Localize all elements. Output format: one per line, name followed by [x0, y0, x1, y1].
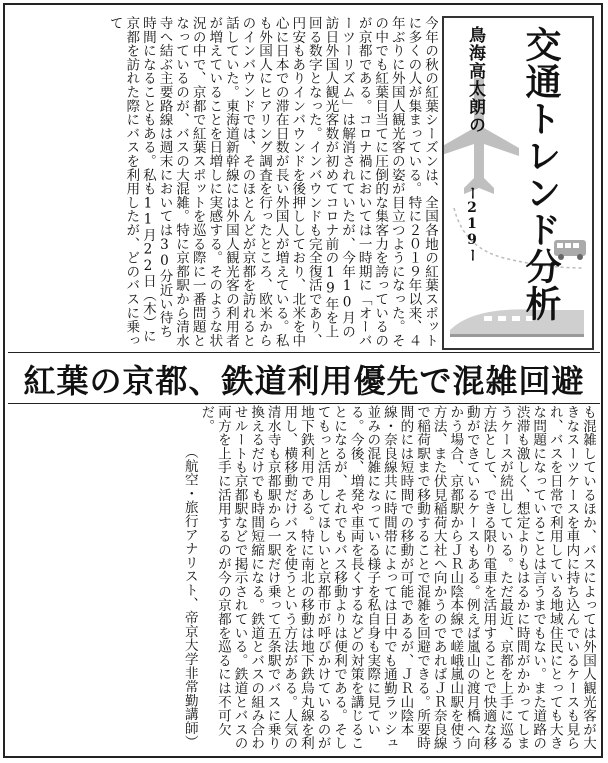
column-number: ー219ー	[464, 186, 480, 262]
shinkansen-icon	[450, 309, 584, 337]
article-body-top: 今年の秋の紅葉シーズンは、全国各地の紅葉スポットに多くの人が集まっている。特に２０１９年以来、４年ぶりに外国人観光客の姿が目立つようになった。その中でも紅葉目当てに圧倒的な集客力を誇っているのが京都である。コロナ禍においては一時期に「オーバーツーリズム」は解消されていたが、今年10月の訪日外国人観光客数が初めてコロナ前の19年を上回る数字となった。インバウンドも完全復活であり、円安もありインバウンドを後押ししており、北米を中心に日本での滞在日数が長い外国人が増えている。私も外国人にヒアリング調査を行ったところ、欧米からのインバウンドでは、そのほとんどが京都を訪れると話していた。東海道新幹線には外国人観光客の利用者が増えていることを日増しに実感する。そのような状況の中で、京都で紅葉スポットを巡る際に一番問題となっているのが、バスの大混雑。特に京都駅から清水寺へ結ぶ主要路線は週末においては30分近い待ち時間になることもある。私も11月22日（木）に京都を訪れた際にバスを利用したが、どのバスに乗って	[106, 16, 438, 348]
byline: （航空・旅行アナリスト、帝京大学非常勤講師）	[181, 445, 198, 749]
divider-bottom	[8, 403, 600, 404]
column-series-title: 交通トレンド分析	[520, 26, 561, 322]
body-bottom-text: も混雑しているほか、バスによっては外国人観光客が大きなスーツケースを車内に持ち込んでいるケースも見られ、バスを日常で利用している地域住民にとっても大きな問題になっていることは言うまでもない。また道路の渋滞も激しく、想定よりもはるかに時間がかかってしまうケースが続出している。ただ最近、京都を上手に巡る方法として、できる限り電車を活用することで快適な移動ができているケースもある。例えば嵐山の渡月橋へ向かう場合、京都駅からＪＲ山陰本線で嵯峨嵐山駅を使う方法、また伏見稲荷大社へ向かうのであればＪＲ奈良線で稲荷駅まで移動することで混雑を回避できる。所要時間的には短時間での移動が可能であるが、ＪＲ山陰本線・奈良線共に時間帯によっては日中でも通勤ラッシュ並みの混雑になっている様子を私自身も実際に見ている。今後、増発や車両を長くするなどの対策を講じることになるが、それでもバス移動よりは便利である。そしてもっと活用してほしいと京都市が呼びかけているのが地下鉄利用である。特に南北の移動は地下鉄烏丸線を利用し、横移動だけバスを使うという方法がある。人気の清水寺も京都駅から一駅だけ乗って五条駅でバスに乗り換えるだけでも時間短縮になる。鉄道とバスの組み合わせルートも京都駅などで掲示されている。鉄道とバスの両方を上手に活用するのが今の京都を巡るには不可欠だ。	[198, 405, 596, 750]
headline: 紅葉の京都、鉄道利用優先で混雑回避	[23, 362, 585, 400]
column-title-box	[442, 16, 594, 350]
divider-top	[8, 352, 600, 353]
column-author: 鳥海高太朗の	[465, 26, 485, 134]
article-body-bottom	[10, 405, 596, 750]
